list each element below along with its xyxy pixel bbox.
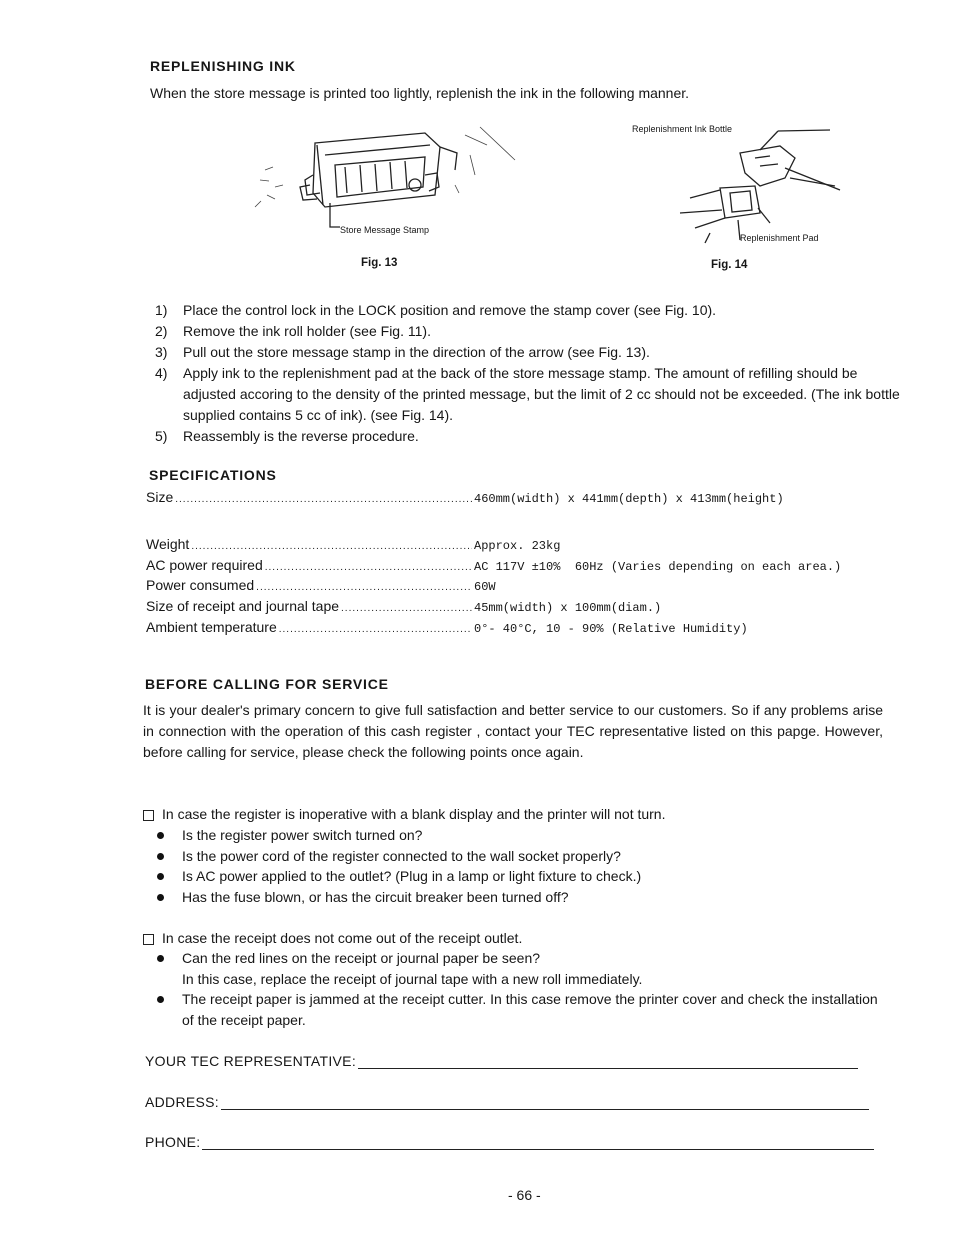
fig14-illustration xyxy=(660,128,850,248)
bullet-icon xyxy=(157,894,164,901)
spec-row-weight: Weight ..... Approx. 23kg xyxy=(146,536,886,556)
step-item: 3) Pull out the store message stamp in the direction of the arrow (see Fig. 13). xyxy=(155,344,650,360)
step-item: 2) Remove the ink roll holder (see Fig. 11). xyxy=(155,323,431,339)
list-item: Is the power cord of the register connected to the wall socket properly? xyxy=(154,846,889,867)
case2-checklist xyxy=(154,948,889,1030)
replenishing-intro: When the store message is printed too lightly, replenish the ink in the following manner. xyxy=(150,85,690,101)
spec-row-power-consumed: Power consumed ..... 60W xyxy=(146,577,886,597)
list-item: Is the register power switch turned on? xyxy=(154,825,889,846)
step-item: 5) Reassembly is the reverse procedure. xyxy=(155,428,419,444)
case1-heading: In case the register is inoperative with a blank display and the printer will not turn. xyxy=(143,804,666,825)
fig14-callout-pad: Replenishment Pad xyxy=(740,233,819,243)
checkbox-icon xyxy=(143,810,154,821)
fig14-callout-bottle: Replenishment Ink Bottle xyxy=(632,124,733,134)
bullet-icon xyxy=(157,996,164,1003)
section-title-service: BEFORE CALLING FOR SERVICE xyxy=(145,676,389,692)
representative-field: YOUR TEC REPRESENTATIVE: xyxy=(145,1053,858,1069)
list-item: Can the red lines on the receipt or journal paper be seen? xyxy=(154,948,889,969)
fig13-callout: Store Message Stamp xyxy=(340,225,430,235)
list-item: Has the fuse blown, or has the circuit breaker been turned off? xyxy=(154,887,889,908)
case1-checklist xyxy=(154,825,889,907)
phone-field: PHONE: xyxy=(145,1134,874,1150)
fig14-caption: Fig. 14 xyxy=(711,259,748,271)
page-number: - 66 - xyxy=(508,1187,541,1203)
representative-line xyxy=(358,1054,858,1069)
address-line xyxy=(221,1095,869,1110)
section-title-specifications: SPECIFICATIONS xyxy=(149,467,277,483)
list-item: The receipt paper is jammed at the receipt cutter. In this case remove the printer cover and check the installation of the receipt paper. xyxy=(154,989,889,1030)
section-title-replenishing: REPLENISHING INK xyxy=(150,58,296,74)
spec-row-ambient-temperature: Ambient temperature ..... 0°- 40°C, 10 - 90% (Relative Humidity) xyxy=(146,619,886,639)
bullet-icon xyxy=(157,873,164,880)
bullet-icon xyxy=(157,853,164,860)
checkbox-icon xyxy=(143,934,154,945)
spec-row-tape-size: Size of receipt and journal tape ..... 45mm(width) x 100mm(diam.) xyxy=(146,598,886,618)
fig13-caption: Fig. 13 xyxy=(361,257,398,269)
list-item: Is AC power applied to the outlet? (Plug in a lamp or light fixture to check.) xyxy=(154,866,889,887)
step-item: 4) Apply ink to the replenishment pad at the back of the store message stamp. The amount of refilling should be adjusted accoring to the density of the printed message, but the limit of 2 cc should not be exceeded. (The ink bottle supplied contains 5 cc of ink). (see Fig. 14). xyxy=(155,365,900,423)
service-intro: It is your dealer's primary concern to give full satisfaction and better service to our customers. So if any problems arise in connection with the operation of this cash register , contact your TEC representative listed on this papge. However, before calling for service, please check the following points once again. xyxy=(143,702,883,760)
spec-row-size: Size ..... 460mm(width) x 441mm(depth) x 413mm(height) xyxy=(146,489,886,509)
bullet-icon xyxy=(157,832,164,839)
step-item: 1) Place the control lock in the LOCK position and remove the stamp cover (see Fig. 10). xyxy=(155,302,717,318)
replenishing-steps xyxy=(155,300,900,447)
phone-line xyxy=(202,1135,874,1150)
case2-heading: In case the receipt does not come out of the receipt outlet. xyxy=(143,928,522,949)
bullet-icon xyxy=(157,955,164,962)
spec-row-ac-power: AC power required ..... AC 117V ±10% 60Hz (Varies depending on each area.) xyxy=(146,557,886,577)
ink-bottle-drawing xyxy=(660,128,850,248)
list-item-continuation: In this case, replace the receipt of journal tape with a new roll immediately. xyxy=(182,970,643,987)
address-field: ADDRESS: xyxy=(145,1094,869,1110)
